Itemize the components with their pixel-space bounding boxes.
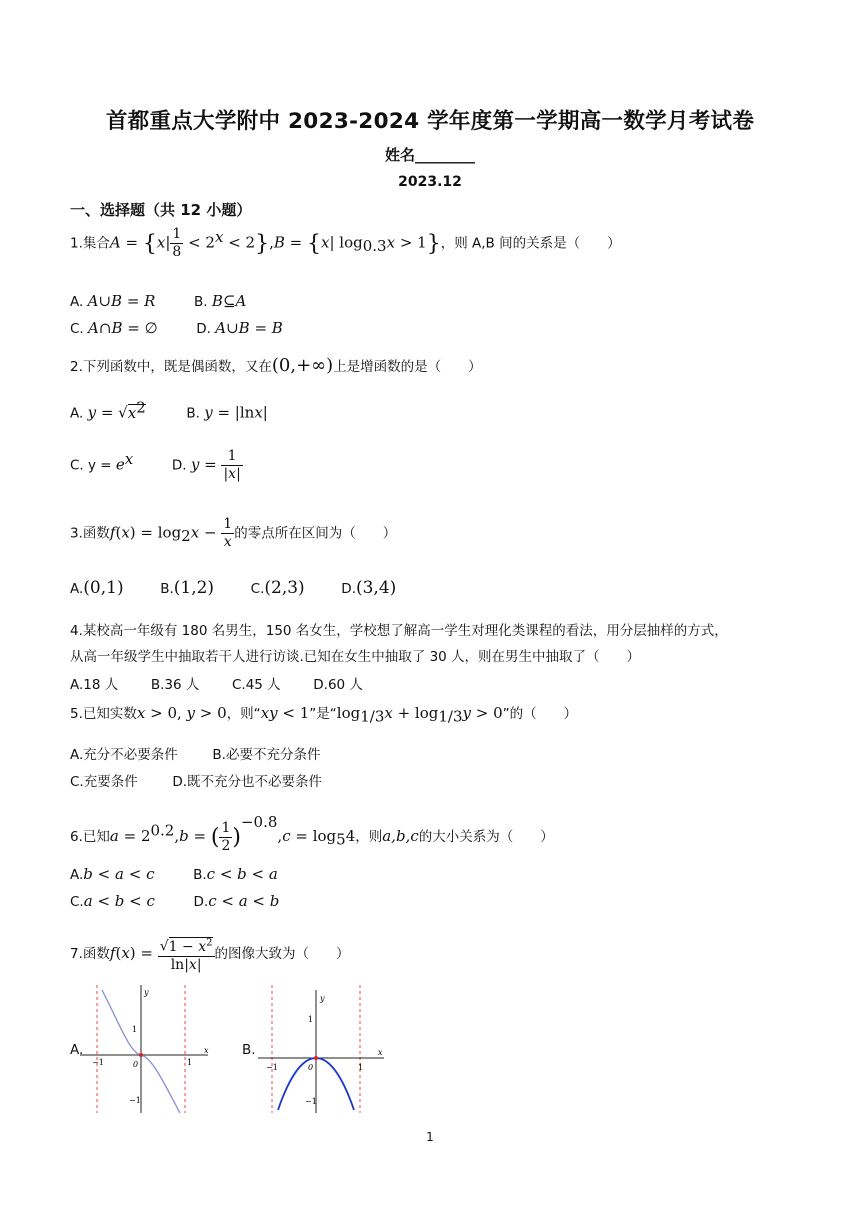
question-4-line2: 从高一年级学生中抽取若干人进行访谈.已知在女生中抽取了 30 人，则在男生中抽取了（ ） bbox=[70, 649, 641, 665]
origin-label: 0 bbox=[133, 1060, 139, 1069]
question-5-options-row2: C.充要条件 D.既不充分也不必要条件 bbox=[70, 774, 322, 790]
tick-yneg1: −1 bbox=[129, 1096, 141, 1105]
question-3: 3.函数$f(x) = \log_2x$ − $\frac{1}{x}$ 的零点所在区间为（ ） bbox=[70, 516, 397, 550]
tick-y1: 1 bbox=[132, 1025, 138, 1034]
y-label: y bbox=[320, 994, 325, 1003]
name-field-label: 姓名________ bbox=[384, 146, 475, 164]
origin-point bbox=[314, 1056, 318, 1060]
question-2-options-row2: C. $y = e^x$ D. y = $\frac{1}{|x|}$ bbox=[70, 448, 241, 482]
origin-label: 0 bbox=[308, 1063, 314, 1072]
tick-neg1: −1 bbox=[266, 1063, 278, 1072]
exam-date: 2023.12 bbox=[398, 174, 462, 190]
x-label: x bbox=[378, 1048, 383, 1057]
tick-1: 1 bbox=[358, 1063, 364, 1072]
y-label: y bbox=[144, 988, 149, 997]
tick-1: 1 bbox=[187, 1058, 193, 1067]
question-6-options-row2: C.a < b < c D.c < a < b bbox=[70, 892, 280, 910]
question-7: 7.函数f(x) = $\frac{√1 - x^2}{\ln|x|}$ 的图像大致为（ ） bbox=[70, 934, 350, 974]
question-6: 6.已知$a = 2^{0.2},b$ = ( $\frac{1}{2}$ )$^{-0.8},c = \log_54$，则a,b,c的大小关系为（ ） bbox=[70, 813, 554, 854]
question-1: 1.集合A = {x| $\frac{1}{8}$ < $2^x < 2\},B = \{x|$ $\log_{0.3}x > 1$}，则 A,B 间的关系是（ ） bbox=[70, 226, 621, 260]
question-2: 2.下列函数中，既是偶函数，又在(0,+∞)上是增函数的是（ ） bbox=[70, 355, 482, 376]
graph-b-label: B. bbox=[242, 1042, 256, 1058]
section-title: 一、选择题（共 12 小题） bbox=[70, 201, 252, 219]
question-2-options-row1: A. $y = √x^2$ B. y = |lnx| bbox=[70, 398, 268, 422]
origin-point bbox=[139, 1053, 143, 1057]
question-1-options-row2: C. A∩B = ∅ D. A∪B = B bbox=[70, 319, 283, 337]
graph-a-label: A. bbox=[70, 1042, 84, 1058]
question-3-options: A.(0,1) B.(1,2) C.(2,3) D.(3,4) bbox=[70, 578, 397, 598]
question-4-options: A.18 人 B.36 人 C.45 人 D.60 人 bbox=[70, 677, 363, 693]
exam-title: 首都重点大学附中 2023-2024 学年度第一学期高一数学月考试卷 bbox=[105, 109, 755, 134]
question-6-options-row1: A.b < a < c B.c < b < a bbox=[70, 865, 278, 883]
question-5: 5.已知实数x > 0, y > 0，则“xy < 1”是“$\log_{1/3}x + \log_{1/3}y > 0$”的（ ） bbox=[70, 704, 578, 726]
question-5-options-row1: A.充分不必要条件 B.必要不充分条件 bbox=[70, 747, 321, 763]
tick-neg1: −1 bbox=[92, 1058, 104, 1067]
graph-b bbox=[258, 985, 393, 1113]
tick-yneg1: −1 bbox=[305, 1097, 317, 1106]
question-4-line1: 4.某校高一年级有 180 名男生，150 名女生，学校想了解高一学生对理化类课程的看法，用分层抽样的方式， bbox=[70, 623, 728, 639]
page-number: 1 bbox=[426, 1130, 434, 1144]
graph-a bbox=[80, 985, 215, 1113]
question-1-options-row1: A. A∪B = R B. B⊆A bbox=[70, 292, 247, 310]
tick-y1: 1 bbox=[308, 1015, 314, 1024]
x-label: x bbox=[204, 1046, 209, 1055]
